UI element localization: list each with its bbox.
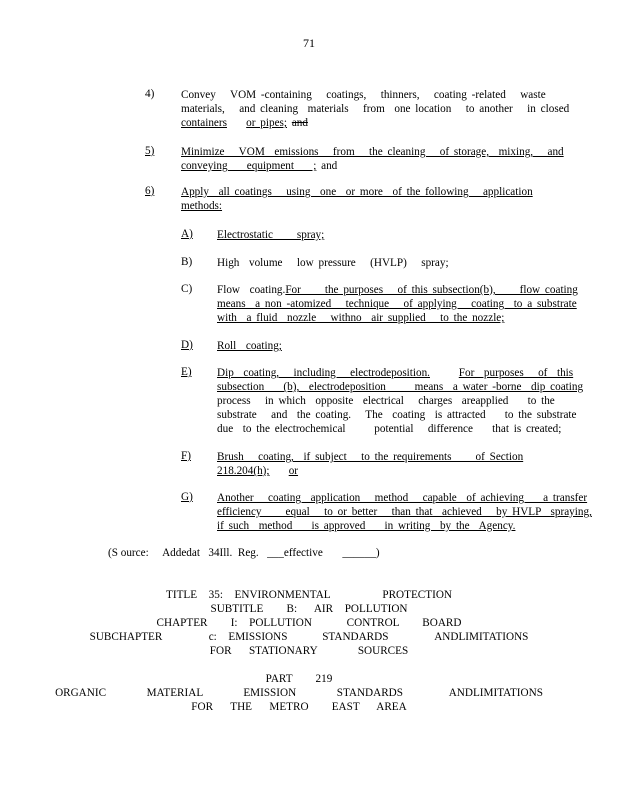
text-segment: methods: <box>181 200 223 212</box>
text-line <box>217 297 577 311</box>
subitem-b-label <box>181 256 192 268</box>
text-segment: Dip coating, including electrodeposition. <box>217 367 430 379</box>
heading-line: FOR STATIONARY SOURCES <box>209 645 409 657</box>
source-note: (S ource: Addedat 34Ill. Reg. ___effective ______) <box>108 547 380 559</box>
text-segment: High volume low pressure (HVLP) spray; <box>217 257 449 269</box>
text-line <box>217 394 557 408</box>
text-segment: containers <box>181 117 227 129</box>
subitem-f-text <box>217 450 547 478</box>
subitem-c-text <box>217 283 578 325</box>
text-line <box>217 339 547 353</box>
part-line: PART 219 <box>265 673 333 685</box>
subitem-label: A) <box>181 228 193 240</box>
text-line <box>217 505 592 519</box>
text-line <box>181 145 564 159</box>
text-line <box>217 422 562 436</box>
text-segment: due to the electrochemical potential difference that is created; <box>217 423 562 435</box>
subitem-label: B) <box>181 256 193 268</box>
heading-line: SUBCHAPTER c: EMISSIONS STANDARDS ANDLIMITATIONS <box>89 631 529 643</box>
heading-line: SUBTITLE B: AIR POLLUTION <box>210 603 408 615</box>
text-line <box>181 88 546 102</box>
text-line <box>217 408 577 422</box>
subitem-b-text <box>217 256 547 270</box>
text-segment <box>430 367 459 379</box>
item-label: 5) <box>145 145 155 157</box>
text-line <box>217 228 547 242</box>
text-line <box>217 519 557 533</box>
text-line <box>181 116 531 130</box>
text-segment: substrate and the coating. The coating is attracted to the substrate <box>217 409 577 421</box>
subitem-f-label <box>181 450 191 462</box>
subitem-label: F) <box>181 450 191 462</box>
text-line <box>181 159 531 173</box>
text-segment: Minimize VOM emissions from the cleaning of storage, mixing, and <box>181 146 564 158</box>
text-segment: Flow coating. <box>217 284 286 296</box>
text-segment: process in which opposite electrical charges areapplied to the <box>217 395 555 407</box>
part-line: FOR THE METRO EAST AREA <box>191 701 407 713</box>
item-6-label <box>145 185 154 197</box>
text-line <box>217 491 588 505</box>
heading-line: CHAPTER I: POLLUTION CONTROL BOARD <box>156 617 462 629</box>
item-label: 4) <box>145 88 155 100</box>
page-number: 71 <box>303 36 315 50</box>
item-4-text <box>181 88 570 130</box>
subitem-c-label <box>181 283 192 295</box>
subitem-a-label <box>181 228 193 240</box>
item-5-label <box>145 145 154 157</box>
item-6-text <box>181 185 531 213</box>
text-line <box>217 311 557 325</box>
text-segment: Apply all coatings using one or more of the following application <box>181 186 533 198</box>
text-segment <box>270 465 289 477</box>
subitem-label: C) <box>181 283 193 295</box>
text-segment: Another coating application method capable of achieving a transfer <box>217 492 588 504</box>
text-segment: Roll coating; <box>217 340 282 352</box>
subitem-e-text <box>217 366 584 436</box>
text-segment: and <box>316 160 338 172</box>
subitem-d-label <box>181 339 193 351</box>
text-segment <box>227 117 246 129</box>
text-segment: means a non -atomized technique of applying coating to a substrate <box>217 298 577 310</box>
text-segment: Convey VOM -containing coatings, thinners, coating -related waste <box>181 89 546 101</box>
part-line: ORGANIC MATERIAL EMISSION STANDARDS ANDLIMITATIONS <box>55 687 543 699</box>
text-segment: with a fluid nozzle withno air supplied to the nozzle; <box>217 312 505 324</box>
heading-line: TITLE 35: ENVIRONMENTAL PROTECTION <box>166 589 452 601</box>
title-heading <box>0 588 618 658</box>
text-segment: if such method is approved in writing by the Agency. <box>217 520 516 532</box>
text-line <box>181 185 531 199</box>
text-segment: conveying equipment ; <box>181 160 317 172</box>
text-segment: subsection (b), electrodeposition means a water -borne dip coating <box>217 381 584 393</box>
text-segment: materials, and cleaning materials from one location to another in closed <box>181 103 570 115</box>
text-segment: For purposes of this <box>458 367 574 379</box>
text-line <box>217 283 578 297</box>
item-5-text <box>181 145 564 173</box>
text-line <box>217 450 547 464</box>
subitem-d-text <box>217 339 547 353</box>
subitem-e-label <box>181 366 192 378</box>
part-heading <box>0 672 608 714</box>
text-line <box>217 256 547 270</box>
text-line <box>217 464 547 478</box>
text-line <box>181 199 531 213</box>
subitem-a-text <box>217 228 547 242</box>
text-segment: and <box>291 117 308 129</box>
subitem-label: G) <box>181 491 193 503</box>
subitem-label: E) <box>181 366 192 378</box>
item-label: 6) <box>145 185 155 197</box>
text-segment: efficiency equal to or better than that achieved by HVLP spraying, <box>217 506 592 518</box>
item-4-label <box>145 88 154 100</box>
text-line <box>181 102 570 116</box>
text-segment: For the purposes of this subsection(b), flow coating <box>285 284 578 296</box>
text-segment: 218.204(h); <box>217 465 270 477</box>
text-segment: or pipes; <box>246 117 288 129</box>
text-line <box>217 366 574 380</box>
text-segment: or <box>288 465 299 477</box>
text-line <box>217 380 584 394</box>
text-segment: Electrostatic spray; <box>217 229 325 241</box>
subitem-g-label <box>181 491 193 503</box>
text-segment: Brush coating, if subject to the requirements of Section <box>217 451 524 463</box>
subitem-g-text <box>217 491 592 533</box>
subitem-label: D) <box>181 339 193 351</box>
